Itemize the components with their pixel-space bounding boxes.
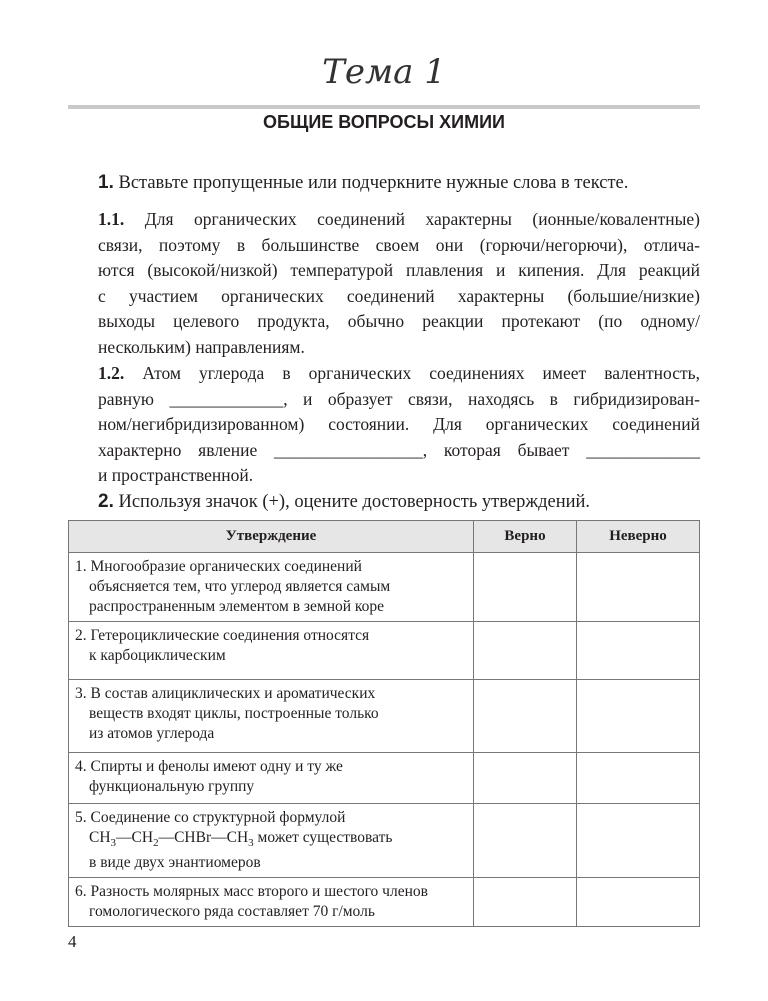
true-cell[interactable] (474, 680, 577, 753)
line-text: ются (высокой/низкой) температурой плавления и кипения. Для реакций (98, 260, 700, 280)
statement-line: распространенным элементом в земной коре (89, 598, 385, 615)
task-1 (98, 172, 628, 194)
text-line (98, 207, 700, 233)
statement-line: объясняется тем, что углерод является самым (89, 578, 391, 595)
false-cell[interactable] (577, 553, 700, 622)
text-line (98, 412, 700, 438)
table-row (69, 804, 700, 878)
true-cell[interactable] (474, 804, 577, 878)
line-text: связи, поэтому в большинстве своем они (горючи/негорючи), отлича- (98, 234, 700, 255)
statement-line: гомологического ряда составляет 70 г/моль (89, 903, 375, 921)
text-line (98, 463, 700, 489)
line-text: равную _____________, и образует связи, находясь в гибридизирован- (98, 388, 700, 409)
statement-cell (69, 878, 474, 927)
table-row (69, 878, 700, 927)
table-row (69, 753, 700, 804)
table-row (69, 680, 700, 753)
statement-cell (69, 680, 474, 753)
task-number: 1. (98, 172, 114, 193)
true-cell[interactable] (474, 622, 577, 680)
line-text: с участием органических соединений характерны (большие/низкие) (98, 285, 700, 306)
statement-cell (69, 553, 474, 622)
false-cell[interactable] (577, 804, 700, 878)
true-cell[interactable] (474, 553, 577, 622)
structural-formula (75, 828, 467, 853)
line-text: ном/негибридизированном) состоянии. Для органических соединений (98, 414, 700, 434)
formula-part: —CHBr—CH (158, 829, 249, 846)
statements-table (68, 520, 700, 927)
formula-part: CH (89, 829, 111, 846)
page-title: ОБЩИЕ ВОПРОСЫ ХИМИИ (263, 112, 505, 132)
formula-part: 3 (110, 837, 117, 850)
false-cell[interactable] (577, 622, 700, 680)
divider (68, 105, 700, 109)
statement-line: из атомов углерода (89, 725, 215, 742)
task-number: 2. (98, 491, 114, 512)
statement-line: 1. Многообразие органических соединений (75, 558, 362, 575)
statement-line: веществ входят циклы, построенные только (89, 705, 379, 722)
true-cell[interactable] (474, 878, 577, 927)
false-cell[interactable] (577, 878, 700, 927)
line-text: нескольким) направлениям. (98, 336, 305, 357)
header-true: Верно (474, 521, 577, 553)
paragraph-number: 1.2. (98, 363, 125, 383)
statement-line: 5. Соединение со структурной формулой (75, 809, 346, 826)
text-line (98, 284, 700, 310)
statement-cell (69, 622, 474, 680)
false-cell[interactable] (577, 680, 700, 753)
statement-cell (69, 753, 474, 804)
text-line (98, 387, 700, 413)
false-cell[interactable] (577, 753, 700, 804)
formula-part: 3 (248, 837, 254, 850)
table-row (69, 553, 700, 622)
statement-line: 3. В состав алициклических и ароматических (75, 685, 376, 702)
page-number: 4 (68, 932, 77, 951)
statement-line: функциональную группу (89, 778, 255, 795)
topic-heading: Тема 1 (322, 52, 446, 92)
line-text: характерно явление _________________, которая бывает _____________ (98, 439, 700, 460)
true-cell[interactable] (474, 753, 577, 804)
line-text: выходы целевого продукта, обычно реакции протекают (по одному/ (98, 311, 700, 331)
task-text: Используя значок (+), оцените достоверность утверждений. (118, 492, 591, 512)
statement-line: 6. Разность молярных масс второго и шестого членов (75, 883, 428, 901)
statement-line: в виде двух энантиомеров (89, 854, 261, 872)
text-line (98, 309, 700, 335)
text-line (98, 233, 700, 259)
text-line (98, 361, 700, 387)
text-line (98, 335, 700, 361)
task-2 (98, 491, 590, 513)
header-statement: Утверждение (69, 521, 474, 553)
table-row (69, 622, 700, 680)
text-line (98, 258, 700, 284)
paragraph-1-1 (98, 207, 700, 360)
formula-part: может существовать (253, 829, 393, 846)
header-false: Неверно (577, 521, 700, 553)
line-text: и пространственной. (98, 465, 254, 485)
task-text: Вставьте пропущенные или подчеркните нужные слова в тексте. (118, 173, 629, 193)
table-header (69, 521, 700, 553)
statement-line: 2. Гетероциклические соединения относятся (75, 627, 370, 644)
formula-part: —CH (116, 829, 154, 846)
line-text: Для органических соединений характерны (ионные/ковалентные) (144, 209, 700, 229)
formula-part: 2 (153, 837, 159, 850)
text-line (98, 438, 700, 464)
line-text: Атом углерода в органических соединениях имеет валентность, (142, 363, 700, 383)
paragraph-1-2 (98, 361, 700, 489)
statement-line: к карбоциклическим (89, 647, 226, 664)
paragraph-number: 1.1. (98, 209, 125, 229)
statement-cell (69, 804, 474, 878)
statement-line: 4. Спирты и фенолы имеют одну и ту же (75, 758, 343, 775)
